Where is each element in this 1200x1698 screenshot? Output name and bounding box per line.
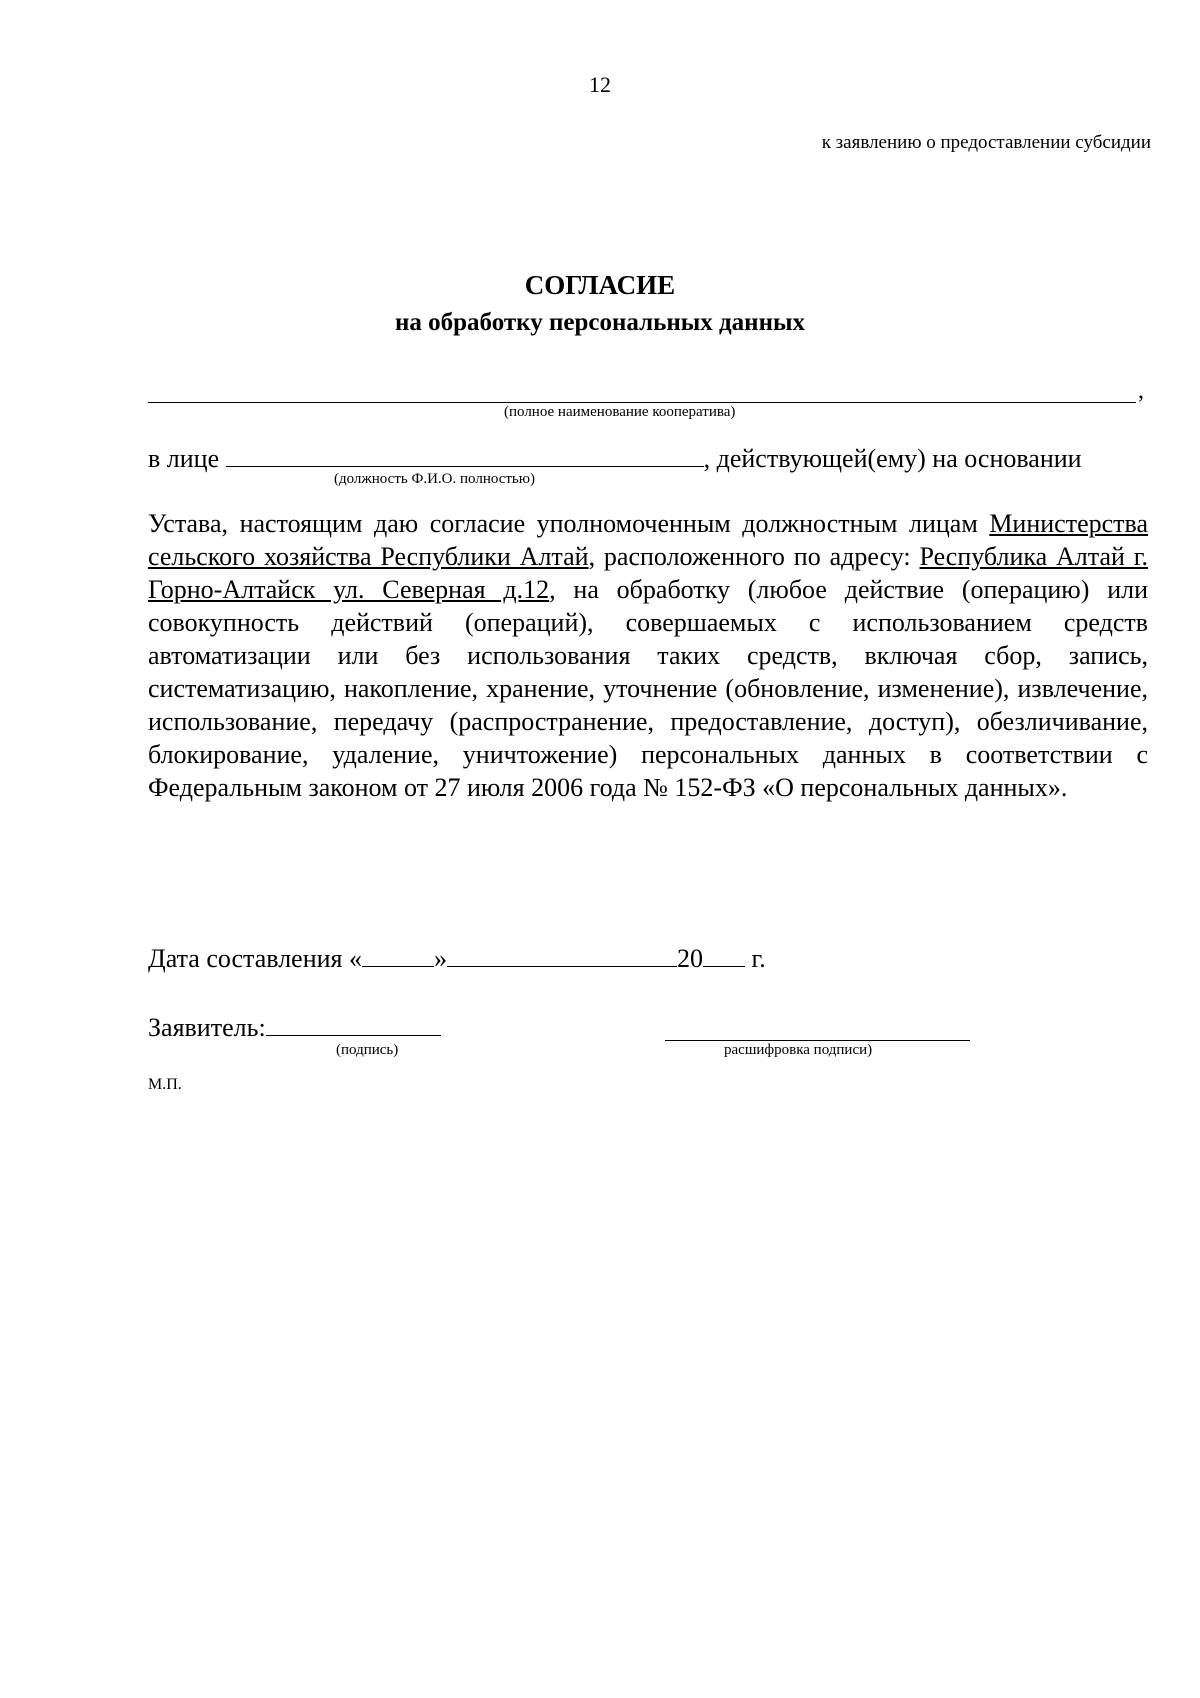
year-suffix: г. [745,944,766,973]
date-label: Дата составления « [148,944,363,973]
month-field[interactable] [447,965,677,967]
year-field[interactable] [703,965,745,967]
consent-paragraph [148,507,1148,804]
date-close-quote: » [434,944,448,973]
org-line-comma: , [1138,378,1144,404]
consent-text-part1: Устава, настоящим даю согласие уполномоченным должностным лицам [148,509,990,538]
stamp-place: М.П. [148,1076,182,1093]
ministry-address: Республика Алтай г. Горно-Алтайск ул. Северная д.12 [148,542,1149,604]
signature-field[interactable] [266,1034,441,1036]
applicant-label: Заявитель: [148,1013,266,1042]
representative-field[interactable] [226,465,704,467]
represented-by-line [148,444,1148,474]
cooperative-name-field[interactable] [148,402,1136,403]
represented-by-suffix: , действующей(ему) на основании [703,444,1082,473]
year-prefix: 20 [677,944,704,973]
consent-text-part3: , на обработку (любое действие (операцию) или совокупность действий (операций), совершаемых с использованием средств автоматизации или без использования таких средств, включая сбор, запись, систематизацию, накопление, хранение, уточнение (обновление, изменение), извлечение, использование, передачу (распространение, предоставление, доступ), обезличивание, блокирование, удаление, уничтожение) персональных данных в соответствии с Федеральным законом от 27 июля 2006 года № 152-ФЗ «О персональных данных». [148,575,1148,802]
signature-decode-caption: расшифровка подписи) [724,1042,873,1058]
signature-caption: (подпись) [336,1042,399,1058]
consent-text-part2: , расположенного по адресу: [588,542,920,571]
ministry-name: Министерства сельского хозяйства Республики Алтай [148,509,1148,571]
represented-by-prefix: в лице [148,444,220,473]
applicant-line [148,1013,441,1043]
representative-caption: (должность Ф.И.О. полностью) [334,471,535,487]
document-title: СОГЛАСИЕ [524,270,676,300]
cooperative-name-caption: (полное наименование кооператива) [504,404,736,420]
date-line [148,944,766,974]
day-field[interactable] [362,965,434,967]
document-subtitle: на обработку персональных данных [395,309,805,336]
signature-decode-field[interactable] [665,1040,970,1041]
attachment-note: к заявлению о предоставлении субсидии [821,132,1151,153]
page-number: 12 [589,72,611,97]
